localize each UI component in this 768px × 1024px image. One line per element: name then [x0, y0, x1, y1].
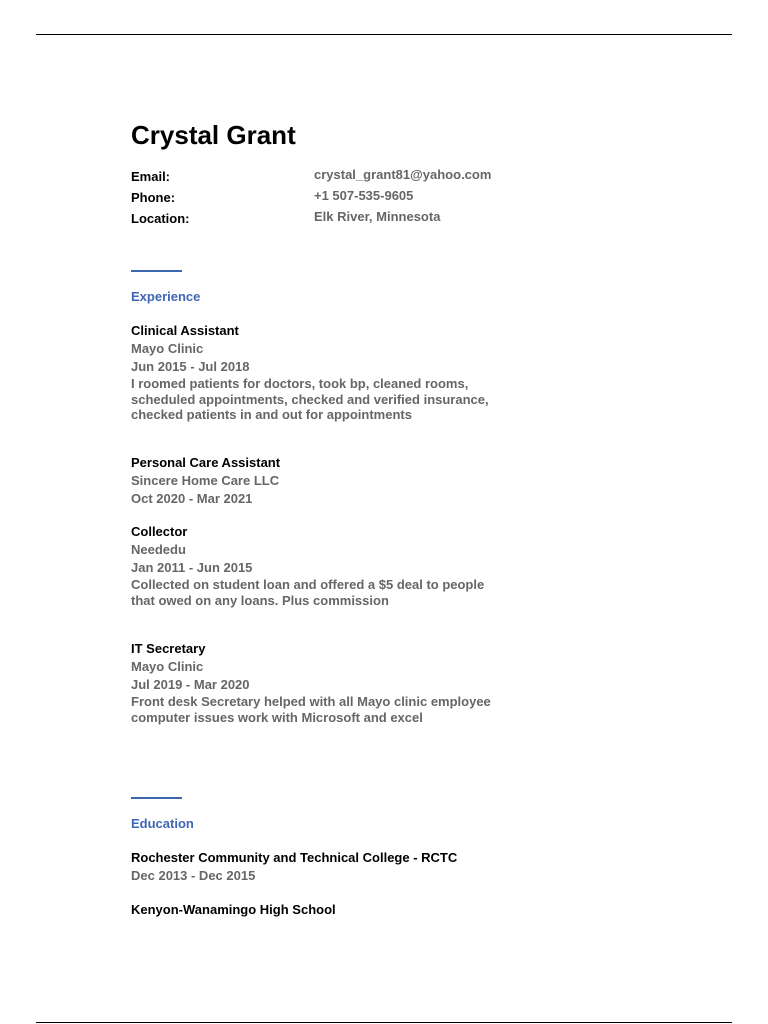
education-heading: Education — [131, 816, 194, 831]
experience-entry — [131, 323, 501, 423]
contact-email-row — [131, 169, 551, 189]
job-description: Front desk Secretary helped with all Mayo clinic employee computer issues work with Microsoft and excel — [131, 694, 491, 725]
experience-divider — [131, 270, 182, 272]
phone-value[interactable]: +1 507-535-9605 — [314, 188, 414, 203]
job-title: IT Secretary — [131, 641, 206, 656]
experience-entry — [131, 455, 501, 507]
job-dates: Jul 2019 - Mar 2020 — [131, 677, 250, 692]
job-company: Sincere Home Care LLC — [131, 473, 280, 488]
email-label: Email: — [131, 169, 171, 184]
contact-location-row — [131, 211, 551, 231]
job-dates: Oct 2020 - Mar 2021 — [131, 491, 253, 506]
job-company: Mayo Clinic — [131, 341, 204, 356]
top-divider — [36, 34, 732, 35]
email-value[interactable]: crystal_grant81@yahoo.com — [314, 167, 492, 182]
location-value: Elk River, Minnesota — [314, 209, 441, 224]
phone-label: Phone: — [131, 190, 176, 205]
job-company: Neededu — [131, 542, 186, 557]
candidate-name: Crystal Grant — [131, 120, 296, 150]
education-entry — [131, 902, 531, 920]
experience-entry — [131, 524, 501, 608]
location-label: Location: — [131, 211, 190, 226]
job-company: Mayo Clinic — [131, 659, 204, 674]
job-dates: Jan 2011 - Jun 2015 — [131, 560, 253, 575]
education-divider — [131, 797, 182, 799]
job-title: Clinical Assistant — [131, 323, 239, 338]
job-description: Collected on student loan and offered a $5 deal to people that owed on any loans. Plus commission — [131, 577, 485, 608]
school-name: Rochester Community and Technical College - RCTC — [131, 850, 458, 865]
job-dates: Jun 2015 - Jul 2018 — [131, 359, 250, 374]
job-description: I roomed patients for doctors, took bp, cleaned rooms, scheduled appointments, checked and verified insurance, checked patients in and out for appointments — [131, 376, 489, 422]
contact-phone-row — [131, 190, 551, 210]
school-name: Kenyon-Wanamingo High School — [131, 902, 336, 917]
job-title: Personal Care Assistant — [131, 455, 281, 470]
school-dates: Dec 2013 - Dec 2015 — [131, 868, 256, 883]
job-title: Collector — [131, 524, 188, 539]
education-entry — [131, 850, 531, 884]
experience-heading: Experience — [131, 289, 201, 304]
experience-entry — [131, 641, 501, 725]
bottom-divider — [36, 1022, 732, 1023]
